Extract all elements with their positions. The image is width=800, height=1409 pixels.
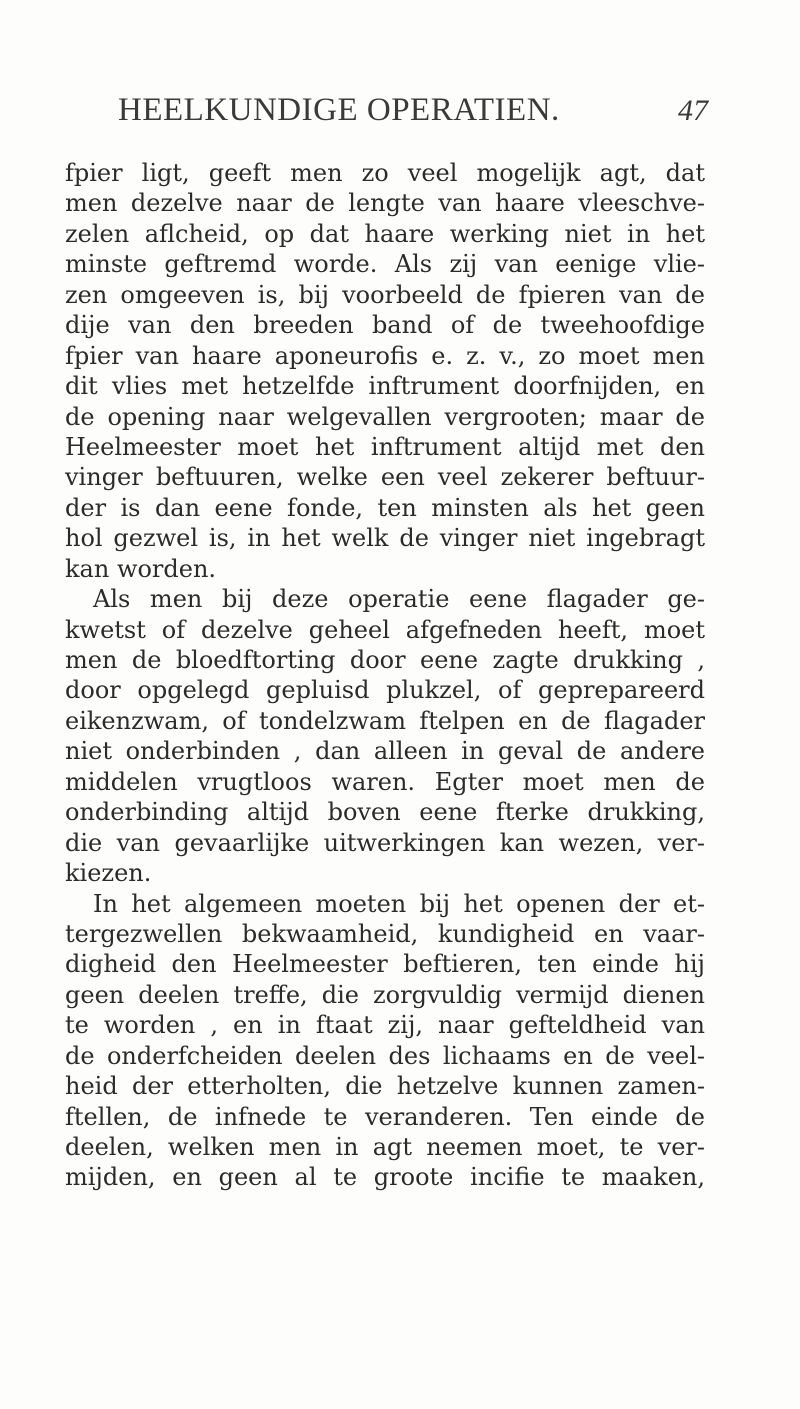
text-line: geen deelen treffe, die zorgvuldig vermijd dienen [65, 980, 705, 1009]
running-title: HEELKUNDIGE OPERATIEN. [118, 92, 560, 128]
text-line: die van gevaarlijke uitwerkingen kan wezen, ver- [65, 828, 705, 857]
text-line: minste geftremd worde. Als zij van eenige vlie- [65, 250, 705, 279]
body-text [65, 158, 705, 1193]
text-line: hol gezwel is, in het welk de vinger niet ingebragt [65, 524, 705, 553]
text-line: vinger beftuuren, welke een veel zekerer beftuur- [65, 463, 705, 492]
page-number: 47 [678, 94, 708, 127]
text-line: tergezwellen bekwaamheid, kundigheid en vaar- [65, 919, 705, 948]
text-line: middelen vrugtloos waren. Egter moet men de [65, 767, 705, 796]
text-line: mijden, en geen al te groote incifie te maaken, [65, 1163, 705, 1192]
text-line: de onderfcheiden deelen des lichaams en de veel- [65, 1041, 705, 1070]
text-line: fpier ligt, geeft men zo veel mogelijk agt, dat [65, 159, 705, 187]
page-header [118, 92, 708, 132]
text-line: eikenzwam, of tondelzwam ftelpen en de flagader [65, 706, 705, 735]
text-line: zen omgeeven is, bij voorbeeld de fpieren van de [65, 280, 705, 309]
text-line: fpier van haare aponeurofis e. z. v., zo moet men [65, 341, 705, 370]
text-line: In het algemeen moeten bij het openen der et- [93, 889, 705, 918]
text-line: deelen, welken men in agt neemen moet, te ver- [65, 1133, 705, 1161]
text-line: niet onderbinden , dan alleen in geval de andere [65, 737, 705, 766]
text-line: men dezelve naar de lengte van haare vleeschve- [65, 189, 705, 218]
text-line: Heelmeester moet het inftrument altijd met den [65, 432, 705, 461]
text-line: onderbinding altijd boven eene fterke drukking, [65, 798, 705, 827]
text-line: door opgelegd gepluisd plukzel, of geprepareerd [65, 676, 705, 705]
text-line: dije van den breeden band of de tweehoofdige [65, 311, 705, 340]
text-line: kan worden. [65, 554, 217, 583]
text-line: heid der etterholten, die hetzelve kunnen zamen- [65, 1072, 705, 1101]
text-line: dit vlies met hetzelfde inftrument doorfnijden, en [65, 372, 705, 401]
text-line: kiezen. [65, 859, 152, 888]
text-line: zelen aflcheid, op dat haare werking niet in het [65, 219, 705, 248]
text-line: te worden , en in ftaat zij, naar gefteldheid van [65, 1011, 705, 1040]
text-line: de opening naar welgevallen vergrooten; maar de [65, 402, 705, 431]
text-line: men de bloedftorting door eene zagte drukking , [65, 646, 705, 674]
text-line: Als men bij deze operatie eene flagader ge- [93, 585, 705, 614]
text-line: kwetst of dezelve geheel afgefneden heeft, moet [65, 615, 705, 644]
text-line: digheid den Heelmeester beftieren, ten einde hij [65, 950, 705, 979]
text-line: ftellen, de infnede te veranderen. Ten einde de [65, 1102, 705, 1131]
text-line: der is dan eene fonde, ten minsten als het geen [65, 493, 705, 522]
